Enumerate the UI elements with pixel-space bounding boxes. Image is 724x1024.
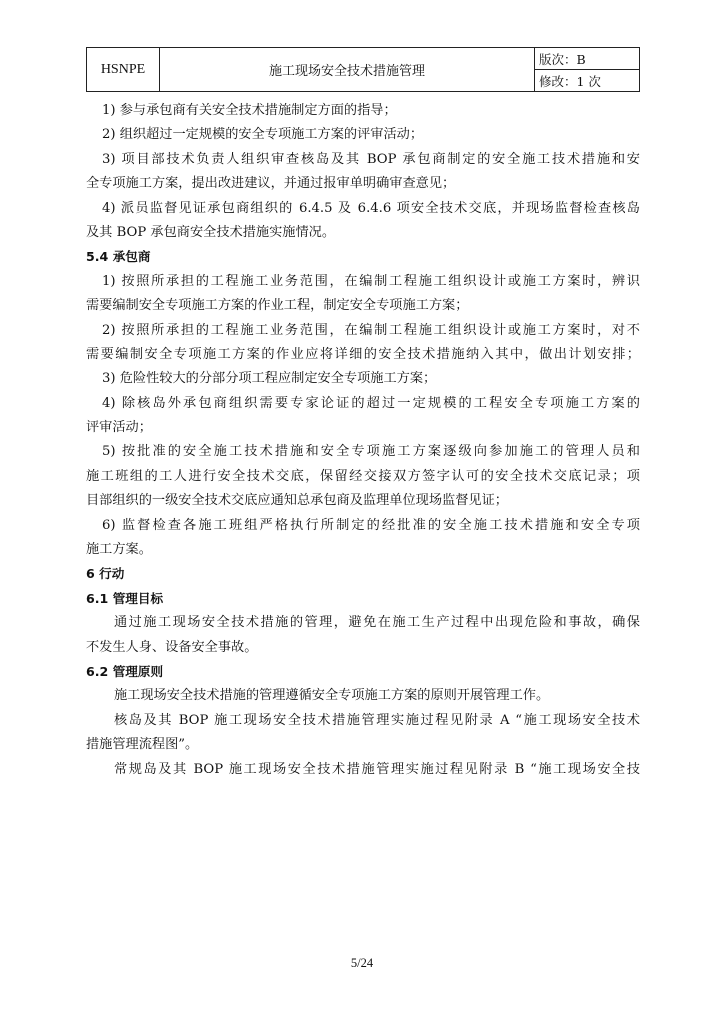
item-line: 4) 派员监督见证承包商组织的 6.4.5 及 6.4.6 项安全技术交底，并现场监督检查核岛: [102, 200, 640, 216]
document-body: [86, 99, 640, 782]
revision-label: 修改：1 次: [535, 70, 640, 92]
item-continuation: 需要编制安全专项施工方案的作业工程，制定安全专项施工方案；: [86, 298, 469, 314]
item-continuation: 施工方案。: [86, 542, 152, 558]
paragraph-line: 核岛及其 BOP 施工现场安全技术措施管理实施过程见附录 A “施工现场安全技术: [114, 712, 640, 728]
item-line: 1) 按照所承担的工程施工业务范围，在编制工程施工组织设计或施工方案时，辨识: [102, 273, 640, 289]
document-title: 施工现场安全技术措施管理: [160, 48, 535, 92]
item-continuation: 全专项施工方案，提出改进建议，并通过报审单明确审查意见；: [86, 176, 456, 192]
item-line: 3) 危险性较大的分部分项工程应制定安全专项施工方案；: [102, 371, 437, 387]
item-line: 5) 按批准的安全施工技术措施和安全专项施工方案逐级向参加施工的管理人员和: [102, 444, 640, 460]
item-line: 3) 项目部技术负责人组织审查核岛及其 BOP 承包商制定的安全施工技术措施和安: [102, 151, 640, 167]
paragraph-continuation: 不发生人身、设备安全事故。: [86, 639, 258, 655]
item-continuation: 评审活动；: [86, 420, 152, 436]
section-heading: 6.2 管理原则: [86, 663, 164, 679]
item-line: 2) 按照所承担的工程施工业务范围，在编制工程施工组织设计或施工方案时，对不: [102, 322, 640, 338]
section-heading: 6 行动: [86, 566, 125, 582]
paragraph-continuation: 措施管理流程图”。: [86, 737, 199, 753]
item-continuation: 目部组织的一级安全技术交底应通知总承包商及监理单位现场监督见证；: [86, 493, 508, 509]
item-continuation: 施工班组的工人进行安全技术交底，保留经交接双方签字认可的安全技术交底记录；项: [86, 468, 640, 484]
item-line: 6) 监督检查各施工班组严格执行所制定的经批准的安全施工技术措施和安全专项: [102, 517, 640, 533]
section-heading: 5.4 承包商: [86, 249, 151, 265]
paragraph-line: 施工现场安全技术措施的管理遵循安全专项施工方案的原则开展管理工作。: [114, 688, 550, 704]
item-continuation: 需要编制安全专项施工方案的作业应将详细的安全技术措施纳入其中，做出计划安排；: [86, 346, 640, 362]
item-line: 1) 参与承包商有关安全技术措施制定方面的指导；: [102, 103, 397, 118]
paragraph-line: 常规岛及其 BOP 施工现场安全技术措施管理实施过程见附录 B “施工现场安全技: [114, 761, 640, 777]
version-label: 版次：B: [535, 48, 640, 70]
item-line: 2) 组织超过一定规模的安全专项施工方案的评审活动；: [102, 127, 424, 143]
item-continuation: 及其 BOP 承包商安全技术措施实施情况。: [86, 224, 336, 240]
paragraph-line: 通过施工现场安全技术措施的管理，避免在施工生产过程中出现危险和事故，确保: [114, 615, 640, 631]
section-heading: 6.1 管理目标: [86, 590, 164, 606]
item-line: 4) 除核岛外承包商组织需要专家论证的超过一定规模的工程安全专项施工方案的: [102, 395, 640, 411]
document-header-table: [86, 47, 640, 92]
page-number: 5/24: [350, 956, 374, 970]
document-code: HSNPE: [87, 48, 160, 92]
